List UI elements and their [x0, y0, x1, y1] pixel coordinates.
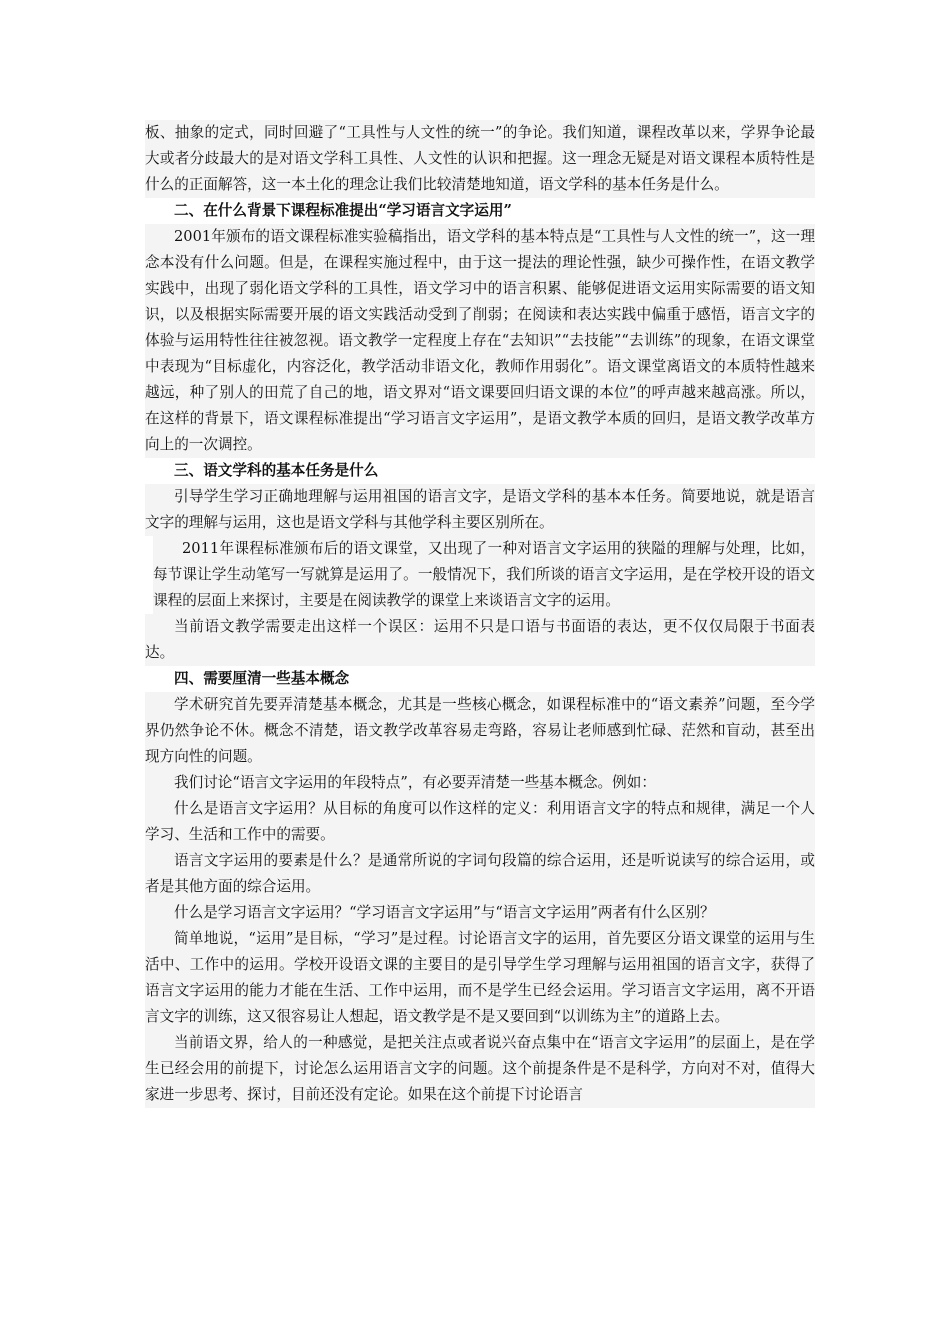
- paragraph: 板、抽象的定式，同时回避了“工具性与人文性的统一”的争论。我们知道，课程改革以来，学界争论最大或者分歧最大的是对语文学科工具性、人文性的认识和把握。这一理念无疑是对语文课程本质特性是什么的正面解答，这一本土化的理念让我们比较清楚地知道，语文学科的基本任务是什么。: [145, 120, 815, 198]
- paragraph: 语言文字运用的要素是什么？是通常所说的字词句段篇的综合运用，还是听说读写的综合运用，或者是其他方面的综合运用。: [145, 848, 815, 900]
- section-heading: 四、需要厘清一些基本概念: [145, 666, 815, 692]
- paragraph: 我们讨论“语言文字运用的年段特点”，有必要弄清楚一些基本概念。例如：: [145, 770, 815, 796]
- paragraph: 2001年颁布的语文课程标准实验稿指出，语文学科的基本特点是“工具性与人文性的统一”，这一理念本没有什么问题。但是，在课程实施过程中，由于这一提法的理论性强，缺少可操作性，在语文教学实践中，出现了弱化语文学科的工具性，语文学习中的语言积累、能够促进语文运用实际需要的语文知识，以及根据实际需要开展的语文实践活动受到了削弱；在阅读和表达实践中偏重于感悟，语言文字的体验与运用特性往往被忽视。语文教学一定程度上存在“去知识”“去技能”“去训练”的现象，在语文课堂中表现为“目标虚化，内容泛化，教学活动非语文化，教师作用弱化”。语文课堂离语文的本质特性越来越远，种了别人的田荒了自己的地，语文界对“语文课要回归语文课的本位”的呼声越来越高涨。所以，在这样的背景下，语文课程标准提出“学习语言文字运用”，是语文教学本质的回归，是语文教学改革方向上的一次调控。: [145, 224, 815, 458]
- section-heading: 三、语文学科的基本任务是什么: [145, 458, 815, 484]
- document-page: [145, 120, 815, 1108]
- paragraph: 学术研究首先要弄清楚基本概念，尤其是一些核心概念，如课程标准中的“语文素养”问题，至今学界仍然争论不休。概念不清楚，语文教学改革容易走弯路，容易让老师感到忙碌、茫然和盲动，甚至出现方向性的问题。: [145, 692, 815, 770]
- paragraph: 当前语文教学需要走出这样一个误区：运用不只是口语与书面语的表达，更不仅仅局限于书面表达。: [145, 614, 815, 666]
- paragraph: 简单地说，“运用”是目标，“学习”是过程。讨论语言文字的运用，首先要区分语文课堂的运用与生活中、工作中的运用。学校开设语文课的主要目的是引导学生学习理解与运用祖国的语言文字，获得了语言文字运用的能力才能在生活、工作中运用，而不是学生已经会运用。学习语言文字运用，离不开语言文字的训练，这又很容易让人想起，语文教学是不是又要回到“以训练为主”的道路上去。: [145, 926, 815, 1030]
- section-heading: 二、在什么背景下课程标准提出“学习语言文字运用”: [145, 198, 815, 224]
- paragraph: 什么是学习语言文字运用？“学习语言文字运用”与“语言文字运用”两者有什么区别？: [145, 900, 815, 926]
- paragraph: 当前语文界，给人的一种感觉，是把关注点或者说兴奋点集中在“语言文字运用”的层面上，是在学生已经会用的前提下，讨论怎么运用语言文字的问题。这个前提条件是不是科学，方向对不对，值得大家进一步思考、探讨，目前还没有定论。如果在这个前提下讨论语言: [145, 1030, 815, 1108]
- paragraph: 什么是语言文字运用？从目标的角度可以作这样的定义：利用语言文字的特点和规律，满足一个人学习、生活和工作中的需要。: [145, 796, 815, 848]
- paragraph: 引导学生学习正确地理解与运用祖国的语言文字，是语文学科的基本本任务。简要地说，就是语言文字的理解与运用，这也是语文学科与其他学科主要区别所在。: [145, 484, 815, 536]
- paragraph: 2011年课程标准颁布后的语文课堂，又出现了一种对语言文字运用的狭隘的理解与处理，比如，每节课让学生动笔写一写就算是运用了。一般情况下，我们所谈的语言文字运用，是在学校开设的语文课程的层面上来探讨，主要是在阅读教学的课堂上来谈语言文字的运用。: [153, 536, 815, 614]
